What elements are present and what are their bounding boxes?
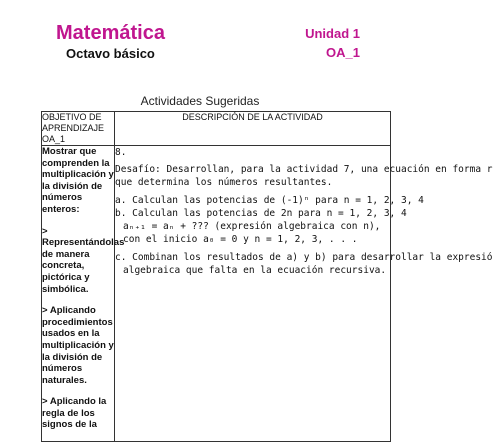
subject-title: Matemática [56,22,165,44]
item-c: algebraica que falta en la ecuación recursiva. [123,265,387,276]
objective-text: Mostrar que comprenden la multiplicación y la división de números enteros: [42,146,114,215]
objective-text: > Representándolas de manera concreta, pictórica y simbólica. [42,225,125,295]
objective-cell [42,146,125,442]
grade-label: Octavo básico [66,46,155,61]
objective-text: > Aplicando procedimientos usados en la multiplicación y la división de números naturales. [42,305,114,386]
item-c: c. Combinan los resultados de a) y b) para desarrollar la expresió [115,252,493,263]
desafio-line: Desafío: Desarrollan, para la actividad 7, una ecuación en forma r [115,164,493,175]
activities-table [41,111,493,442]
header-left [56,22,165,61]
table-row [42,146,391,442]
activity-number: 8. [115,147,127,158]
objective-text: > Aplicando la regla de los signos de la [42,396,107,431]
objective-column-header: OBJETIVO DE APRENDIZAJE OA_1 [42,112,115,146]
oa-label: OA_1 [326,45,360,60]
header-right [305,26,360,60]
formula-line: aₙ₊₁ = aₙ + ??? (expresión algebraica con n), [123,221,381,232]
table-header-row [42,112,391,146]
section-title: Actividades Sugeridas [140,94,260,108]
formula-line: con el inicio a₀ = 0 y n = 1, 2, 3, . . . [123,234,358,245]
activity-cell [115,146,493,442]
desafio-line: que determina los números resultantes. [115,177,333,188]
item-a: a. Calculan las potencias de (-1)ⁿ para n = 1, 2, 3, 4 [115,195,424,206]
description-column-header: DESCRIPCIÓN DE LA ACTIVIDAD [115,112,391,146]
unit-label: Unidad 1 [305,26,360,41]
item-b: b. Calculan las potencias de 2n para n = 1, 2, 3, 4 [115,208,407,219]
